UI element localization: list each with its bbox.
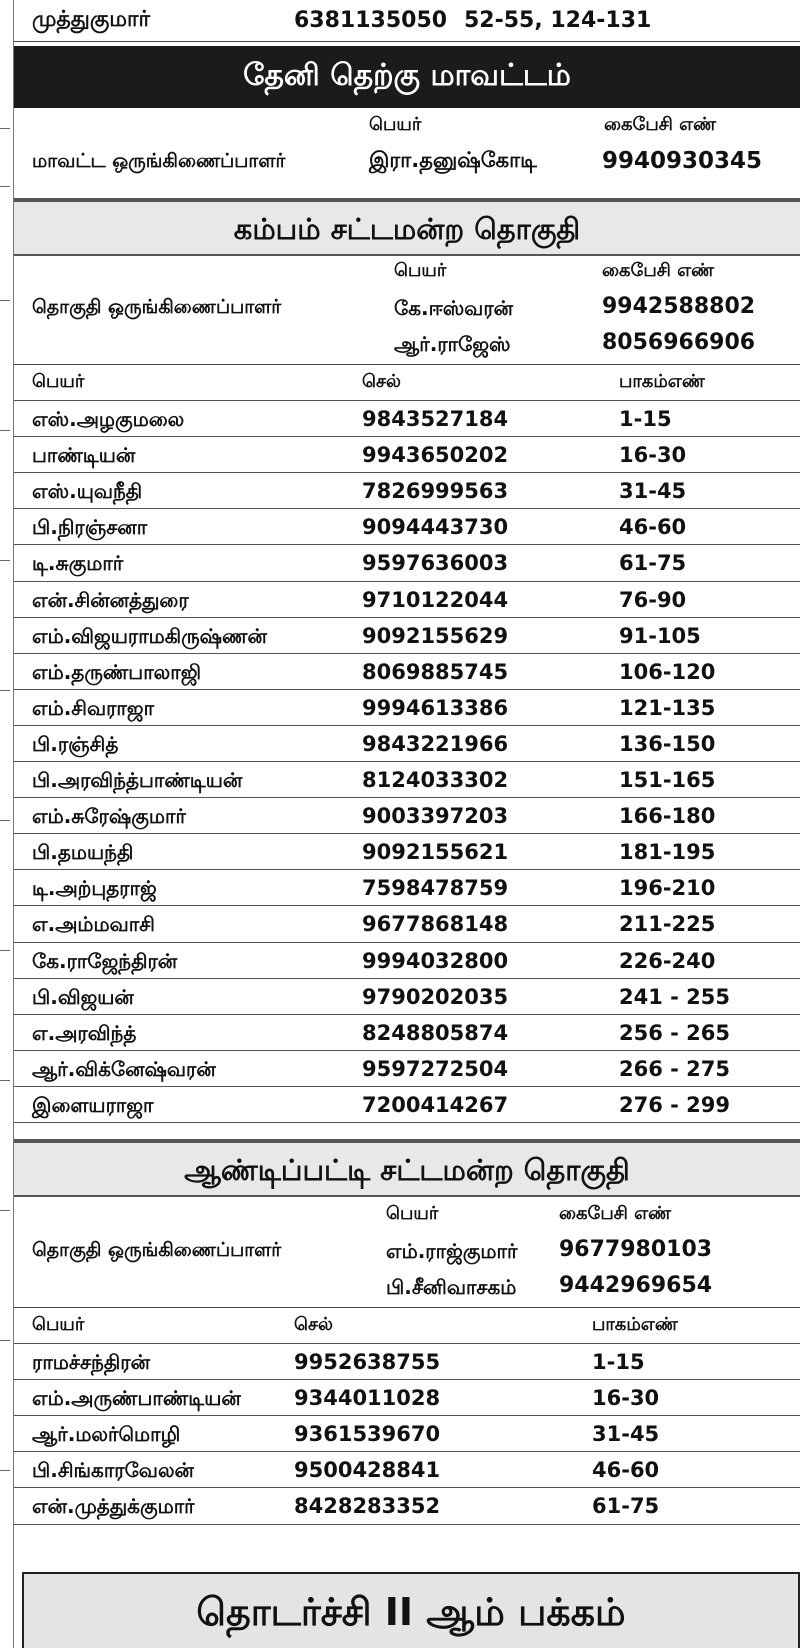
page-margin-rule — [0, 0, 14, 1648]
kambam-coordinator-2-phone: 8056966906 — [602, 330, 756, 355]
top-row-phone: 6381135050 — [294, 8, 448, 33]
district-col-name: பெயர் — [369, 114, 422, 135]
top-row-parts: 52-55, 124-131 — [464, 8, 652, 33]
row-phone: 9943650202 — [362, 443, 509, 468]
row-phone: 8124033302 — [362, 768, 509, 793]
table-row — [14, 798, 800, 834]
row-part: 121-135 — [619, 695, 716, 720]
kambam-coordinator-1-name: கே.ஈஸ்வரன் — [394, 296, 514, 320]
table-row — [14, 979, 800, 1015]
andipatti-header-phone: செல் — [294, 1313, 333, 1335]
row-name: என்.சின்னத்துரை — [32, 587, 189, 612]
row-part: 61-75 — [592, 1494, 660, 1519]
row-part: 226-240 — [619, 948, 716, 973]
kambam-title: கம்பம் சட்டமன்ற தொகுதி — [14, 200, 800, 256]
row-name: எம்.அருண்பாண்டியன் — [32, 1386, 241, 1411]
row-name: எம்.விஜயராமகிருஷ்ணன் — [32, 623, 267, 648]
row-phone: 9092155621 — [362, 840, 509, 865]
table-row — [14, 1380, 800, 1416]
row-phone: 8069885745 — [362, 659, 509, 684]
row-part: 91-105 — [619, 623, 701, 648]
row-name: பி.சிங்காரவேலன் — [32, 1458, 194, 1483]
row-name: பி.விஜயன் — [32, 984, 134, 1009]
table-row — [14, 1416, 800, 1452]
row-phone: 9952638755 — [294, 1350, 441, 1375]
top-row-name: முத்துகுமார் — [32, 6, 150, 32]
row-part: 136-150 — [619, 731, 716, 756]
kambam-table-header — [14, 365, 800, 401]
table-row — [14, 870, 800, 906]
table-row — [14, 906, 800, 942]
andipatti-coordinator-2-name: பி.சீனிவாசகம் — [386, 1274, 517, 1299]
row-phone: 9994032800 — [362, 948, 509, 973]
row-name: பி.தமயந்தி — [32, 840, 134, 865]
row-part: 196-210 — [619, 876, 716, 901]
row-phone: 9790202035 — [362, 984, 509, 1009]
kambam-header-phone: செல் — [362, 371, 401, 392]
table-row — [14, 762, 800, 798]
table-row — [14, 437, 800, 473]
table-row — [14, 401, 800, 437]
row-phone: 9710122044 — [362, 587, 509, 612]
table-row — [14, 545, 800, 581]
district-coordinator-phone: 9940930345 — [602, 148, 763, 174]
table-row — [14, 1488, 800, 1524]
andipatti-col-phone: கைபேசி எண் — [559, 1202, 672, 1224]
andipatti-table-header — [14, 1308, 800, 1344]
row-phone: 9361539670 — [294, 1422, 441, 1447]
row-phone: 8428283352 — [294, 1494, 441, 1519]
row-part: 76-90 — [619, 587, 687, 612]
kambam-header-part: பாகம்எண் — [619, 371, 705, 392]
table-row — [14, 473, 800, 509]
row-name: ஆர்.விக்னேஷ்வரன் — [32, 1056, 216, 1081]
district-title: தேனி தெற்கு மாவட்டம் — [14, 46, 800, 108]
row-part: 16-30 — [592, 1386, 660, 1411]
row-phone: 7826999563 — [362, 479, 509, 504]
table-row — [14, 1344, 800, 1380]
table-row — [14, 654, 800, 690]
andipatti-header-name: பெயர் — [32, 1313, 85, 1335]
table-row — [14, 582, 800, 618]
row-part: 31-45 — [592, 1422, 660, 1447]
top-row — [14, 0, 800, 42]
row-phone: 9094443730 — [362, 515, 509, 540]
row-name: ஆர்.மலர்மொழி — [32, 1422, 181, 1447]
table-row — [14, 1015, 800, 1051]
row-name: இளையராஜா — [32, 1092, 154, 1117]
row-phone: 9677868148 — [362, 912, 509, 937]
row-part: 16-30 — [619, 443, 687, 468]
row-name: எஸ்.அழகுமலை — [32, 407, 185, 432]
kambam-col-phone: கைபேசி எண் — [602, 260, 715, 281]
table-row — [14, 1452, 800, 1488]
andipatti-title: ஆண்டிப்பட்டி சட்டமன்ற தொகுதி — [14, 1141, 800, 1197]
row-name: எம்.தருண்பாலாஜி — [32, 659, 202, 684]
row-phone: 9843527184 — [362, 407, 509, 432]
row-phone: 8248805874 — [362, 1020, 509, 1045]
row-phone: 9500428841 — [294, 1458, 441, 1483]
kambam-coordinator-block — [14, 256, 800, 364]
row-name: எம்.சுரேஷ்குமார் — [32, 804, 186, 829]
kambam-coordinator-2-name: ஆர்.ராஜேஸ் — [394, 332, 511, 356]
row-part: 266 - 275 — [619, 1056, 731, 1081]
table-row — [14, 690, 800, 726]
document-page — [14, 0, 800, 1525]
table-row — [14, 1051, 800, 1087]
row-phone: 9003397203 — [362, 804, 509, 829]
row-name: என்.முத்துக்குமார் — [32, 1494, 195, 1519]
table-row — [14, 1087, 800, 1123]
row-name: கே.ராஜேந்திரன் — [32, 948, 178, 973]
continued-footer: தொடர்ச்சி II ஆம் பக்கம் — [22, 1572, 800, 1648]
row-part: 46-60 — [619, 515, 687, 540]
kambam-header-name: பெயர் — [32, 371, 85, 392]
kambam-col-name: பெயர் — [394, 260, 447, 281]
row-part: 151-165 — [619, 768, 716, 793]
row-phone: 9843221966 — [362, 731, 509, 756]
row-phone: 9597636003 — [362, 551, 509, 576]
row-name: எ.அரவிந்த் — [32, 1020, 137, 1045]
district-role: மாவட்ட ஒருங்கிணைப்பாளர் — [32, 150, 286, 172]
table-row — [14, 618, 800, 654]
table-row — [14, 509, 800, 545]
andipatti-table — [14, 1307, 800, 1525]
row-name: எஸ்.யுவநீதி — [32, 479, 143, 504]
row-name: பி.நிரஞ்சனா — [32, 515, 148, 540]
andipatti-coordinator-1-phone: 9677980103 — [559, 1236, 713, 1262]
district-coordinator-block — [14, 108, 800, 194]
row-part: 276 - 299 — [619, 1092, 731, 1117]
row-part: 1-15 — [592, 1350, 645, 1375]
kambam-role: தொகுதி ஒருங்கிணைப்பாளர் — [32, 296, 282, 318]
row-part: 166-180 — [619, 804, 716, 829]
row-part: 31-45 — [619, 479, 687, 504]
andipatti-coordinator-2-phone: 9442969654 — [559, 1272, 713, 1298]
andipatti-header-part: பாகம்எண் — [592, 1313, 678, 1335]
row-name: ராமச்சந்திரன் — [32, 1350, 150, 1375]
table-row — [14, 943, 800, 979]
row-part: 46-60 — [592, 1458, 660, 1483]
row-phone: 9994613386 — [362, 695, 509, 720]
district-col-phone: கைபேசி எண் — [604, 114, 717, 135]
row-part: 211-225 — [619, 912, 716, 937]
row-part: 181-195 — [619, 840, 716, 865]
row-phone: 7200414267 — [362, 1092, 509, 1117]
row-name: பாண்டியன் — [32, 443, 136, 468]
row-part: 256 - 265 — [619, 1020, 731, 1045]
row-name: பி.ரஞ்சித் — [32, 731, 119, 756]
row-name: டி.சுகுமார் — [32, 551, 124, 576]
kambam-table — [14, 364, 800, 1123]
andipatti-coordinator-1-name: எம்.ராஜ்குமார் — [386, 1238, 518, 1263]
row-phone: 7598478759 — [362, 876, 509, 901]
row-part: 241 - 255 — [619, 984, 731, 1009]
kambam-coordinator-1-phone: 9942588802 — [602, 294, 756, 319]
row-phone: 9092155629 — [362, 623, 509, 648]
row-part: 1-15 — [619, 407, 672, 432]
row-name: எ.அம்மவாசி — [32, 912, 155, 937]
table-row — [14, 726, 800, 762]
district-coordinator-name: இரா.தனுஷ்கோடி — [369, 148, 537, 172]
row-name: எம்.சிவராஜா — [32, 695, 155, 720]
andipatti-col-name: பெயர் — [386, 1202, 439, 1224]
row-phone: 9344011028 — [294, 1386, 441, 1411]
row-part: 61-75 — [619, 551, 687, 576]
row-part: 106-120 — [619, 659, 716, 684]
row-name: பி.அரவிந்த்பாண்டியன் — [32, 768, 243, 793]
row-name: டி.அற்புதராஜ் — [32, 876, 157, 901]
andipatti-coordinator-block — [14, 1197, 800, 1307]
andipatti-role: தொகுதி ஒருங்கிணைப்பாளர் — [32, 1238, 282, 1261]
table-row — [14, 834, 800, 870]
row-phone: 9597272504 — [362, 1056, 509, 1081]
